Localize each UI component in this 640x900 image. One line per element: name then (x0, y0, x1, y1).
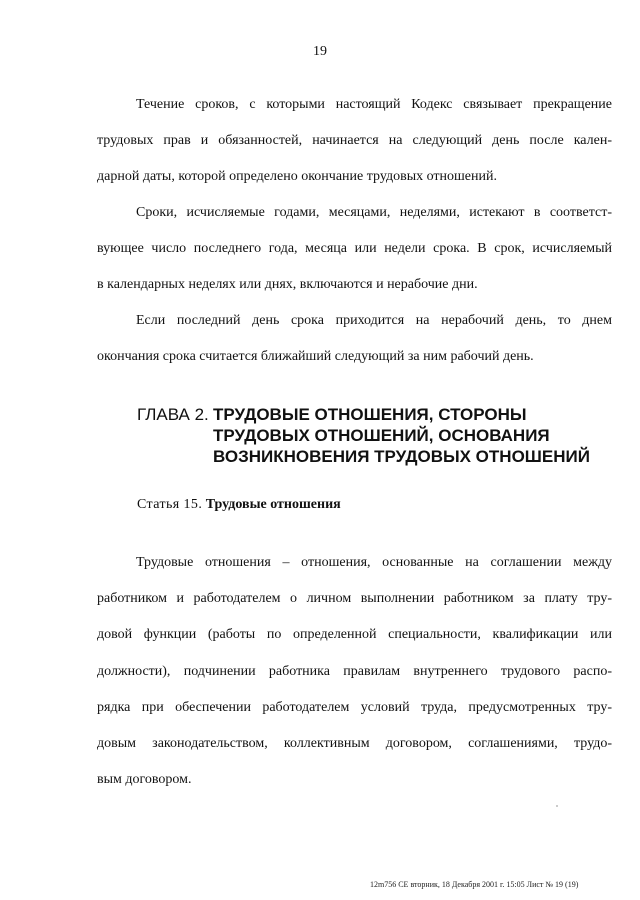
article-number: Статья 15. (137, 497, 203, 512)
page-number: 19 (313, 44, 327, 59)
paragraph-terms-start (97, 87, 612, 195)
paragraph-line: вым договором. (97, 772, 192, 788)
paragraph-line: дарной даты, которой определено окончание трудовых отношений. (97, 169, 497, 184)
article-heading (137, 497, 341, 513)
paragraph-line: рядка при обеспечении работодателем условий труда, предусмотренных тру- (97, 699, 612, 715)
chapter-title-line: ТРУДОВЫХ ОТНОШЕНИЙ, ОСНОВАНИЯ (213, 426, 550, 445)
paragraph-line: Если последний день срока приходится на нерабочий день, то днем (136, 313, 612, 328)
paragraph-line: работником и работодателем о личном выполнении работником за плату тру- (97, 591, 612, 607)
paragraph-line: довой функции (работы по определенной специальности, квалификации или (97, 627, 612, 643)
paragraph-line: трудовых прав и обязанностей, начинается на следующий день после кален- (97, 133, 612, 148)
article-title: Трудовые отношения (205, 497, 341, 512)
chapter-number: ГЛАВА 2. (137, 405, 209, 424)
paragraph-terms-expiry (97, 195, 612, 303)
paragraph-line: окончания срока считается ближайший следующий за ним рабочий день. (97, 349, 534, 364)
paragraph-line: довым законодательством, коллективным договором, соглашениями, трудо- (97, 736, 612, 752)
paragraph-line: в календарных неделях или днях, включаются и нерабочие дни. (97, 277, 478, 292)
print-footer: 12m756 CE вторник, 18 Декабря 2001 г. 15:05 Лист № 19 (19) (370, 880, 579, 889)
paragraph-line: Течение сроков, с которыми настоящий Кодекс связывает прекращение (136, 97, 612, 112)
paragraph-line: вующее число последнего года, месяца или недели срока. В срок, исчисляемый (97, 241, 612, 256)
paragraph-line: Сроки, исчисляемые годами, месяцами, неделями, истекают в соответст- (136, 205, 612, 220)
paragraph-nonworking-day (97, 303, 612, 375)
paragraph-line: Трудовые отношения – отношения, основанные на соглашении между (136, 555, 612, 570)
paragraph-labour-relations (97, 545, 612, 798)
chapter-title-line: ВОЗНИКНОВЕНИЯ ТРУДОВЫХ ОТНОШЕНИЙ (213, 447, 590, 466)
paragraph-line: должности), подчинении работника правилам внутреннего трудового распо- (97, 663, 612, 679)
chapter-title-line: ТРУДОВЫЕ ОТНОШЕНИЯ, СТОРОНЫ (213, 405, 527, 424)
scan-speck (556, 805, 558, 807)
